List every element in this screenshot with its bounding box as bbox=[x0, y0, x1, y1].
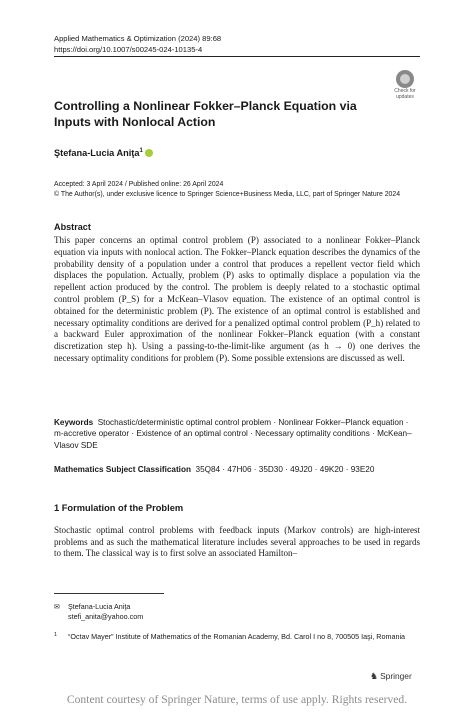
corresponding-author bbox=[54, 602, 143, 622]
article-title: Controlling a Nonlinear Fokker–Planck Equation via Inputs with Nonlocal Action bbox=[54, 99, 357, 129]
section-text: Stochastic optimal control problems with feedback inputs (Markov controls) are high-interest problems and as such the mathematical literature includes several approaches to be used in regards to them. The classical way is to first solve an associated Hamilton– bbox=[54, 525, 420, 559]
orcid-icon[interactable] bbox=[145, 149, 153, 157]
keywords-text: Stochastic/deterministic optimal control problem · Nonlinear Fokker–Planck equation · m-accretive operator · Existence of an optimal control · Necessary optimality conditions · McKean–Vlasov SDE bbox=[54, 418, 412, 450]
check-for-updates-icon bbox=[396, 70, 414, 88]
check-updates-label-2: updates bbox=[396, 93, 414, 100]
keywords-label: Keywords bbox=[54, 418, 94, 427]
affil-number: 1 bbox=[54, 632, 58, 638]
copyright-line: © The Author(s), under exclusive licence to Springer Science+Business Media, LLC, part of Springer Nature 2024 bbox=[54, 191, 401, 198]
courtesy-notice: Content courtesy of Springer Nature, terms of use apply. Rights reserved. bbox=[66, 693, 408, 706]
keywords bbox=[54, 417, 420, 451]
corr-email[interactable]: stefi_anita@yahoo.com bbox=[68, 611, 144, 621]
springer-horse-icon: ♞ bbox=[370, 671, 379, 681]
check-for-updates-badge[interactable] bbox=[391, 70, 419, 102]
publication-dates bbox=[54, 180, 400, 200]
journal-citation: Applied Mathematics & Optimization (2024) 89:68 bbox=[54, 34, 222, 43]
msc-label: Mathematics Subject Classification bbox=[54, 465, 191, 474]
author-line bbox=[54, 148, 153, 158]
accepted-line: Accepted: 3 April 2024 / Published online: 26 April 2024 bbox=[54, 181, 224, 188]
corr-name: Ştefana-Lucia Aniţa bbox=[68, 602, 131, 611]
author-affil-mark: 1 bbox=[139, 148, 143, 154]
springer-logo bbox=[370, 671, 412, 682]
footnote-rule bbox=[54, 593, 164, 594]
abstract-text: This paper concerns an optimal control problem (P) associated to a nonlinear Fokker–Planck equation via inputs with nonlocal action. The Fokker–Planck equation describes the dynamics of the probability density of a population under a control that produces a repellent vector field which displaces the population. Actually, problem (P) asks to optimally displace a population via the repellent action produced by the control. The problem is deeply related to a stochastic optimal control problem (P_S) for a McKean–Vlasov equation. The existence of an optimal control is obtained for the deterministic problem (P). The existence of an optimal control is established and necessary optimality conditions are derived for a penalized optimal control problem (P_h) related to a backward Euler approximation of the nonlinear Fokker–Planck equation (with a constant discretization step h). Using a passing-to-the-limit-like argument (as h → 0) one derives the necessary optimality conditions for problem (P). Some possible extensions are discussed as well. bbox=[54, 235, 420, 363]
doi-link[interactable]: https://doi.org/10.1007/s00245-024-10135-4 bbox=[54, 44, 203, 54]
envelope-icon: ✉ bbox=[54, 602, 61, 611]
affiliation bbox=[54, 632, 420, 642]
msc-codes: 35Q84 · 47H06 · 35D30 · 49J20 · 49K20 · 93E20 bbox=[195, 465, 375, 474]
author-name[interactable]: Ştefana-Lucia Aniţa bbox=[54, 148, 140, 159]
springer-label: Springer bbox=[380, 671, 412, 681]
msc-classification bbox=[54, 464, 420, 475]
journal-header bbox=[54, 34, 221, 55]
header-rule bbox=[54, 56, 420, 57]
section-heading: 1 Formulation of the Problem bbox=[54, 503, 184, 513]
abstract-heading: Abstract bbox=[54, 222, 91, 232]
check-updates-label-1: Check for bbox=[394, 88, 416, 94]
affil-text: “Octav Mayer” Institute of Mathematics of the Romanian Academy, Bd. Carol I no 8, 700505 Iaşi, Romania bbox=[68, 632, 406, 641]
